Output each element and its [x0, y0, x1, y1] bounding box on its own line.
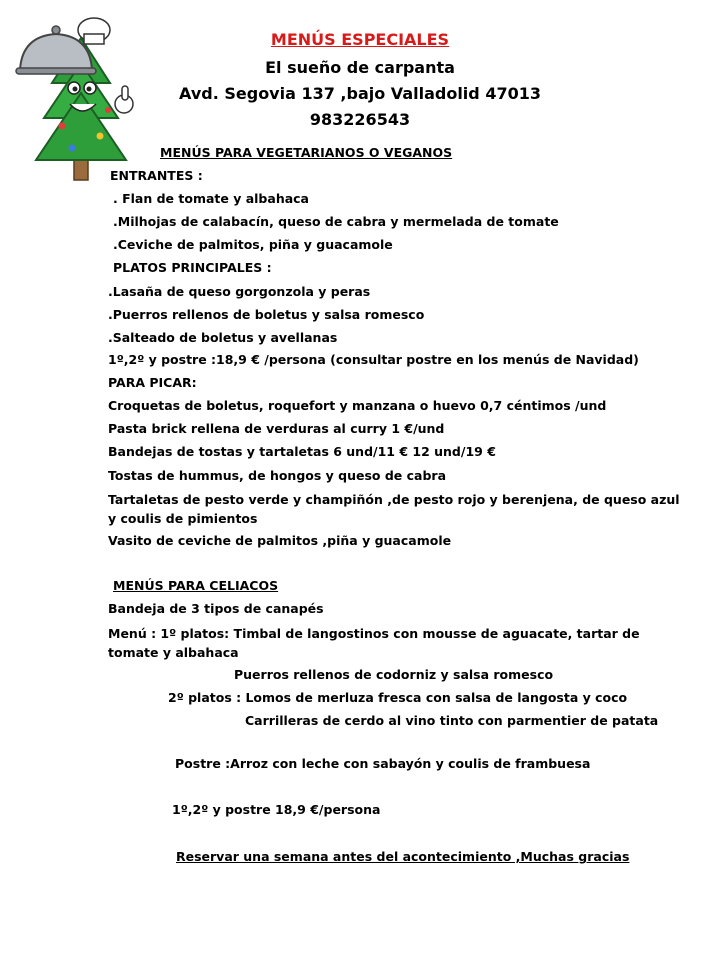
celiac-price: 1º,2º y postre 18,9 €/persona: [172, 802, 381, 817]
starters-heading: ENTRANTES :: [110, 168, 203, 183]
celiac-first-course: Menú : 1º platos: Timbal de langostinos con mousse de aguacate, tartar de tomate y albahaca: [108, 626, 640, 660]
main-item: .Puerros rellenos de boletus y salsa romesco: [108, 307, 425, 322]
page-title: MENÚS ESPECIALES: [270, 30, 450, 49]
snack-item: Vasito de ceviche de palmitos ,piña y guacamole: [108, 533, 452, 548]
snack-item: Pasta brick rellena de verduras al curry 1 €/und: [108, 421, 445, 436]
snack-item: Tartaletas de pesto verde y champiñón ,de pesto rojo y berenjena, de queso azul y coulis de pimientos: [108, 492, 680, 526]
reservation-note: Reservar una semana antes del acontecimiento ,Muchas gracias: [176, 849, 630, 864]
main-item: .Lasaña de queso gorgonzola y peras: [108, 284, 371, 299]
vegetarian-price: 1º,2º y postre :18,9 € /persona (consultar postre en los menús de Navidad): [108, 352, 639, 367]
celiac-canapes: Bandeja de 3 tipos de canapés: [108, 601, 324, 616]
main-item: .Salteado de boletus y avellanas: [108, 330, 338, 345]
starter-item: . Flan de tomate y albahaca: [113, 191, 309, 206]
restaurant-phone: 983226543: [309, 110, 411, 129]
vegetarian-title: MENÚS PARA VEGETARIANOS O VEGANOS: [160, 145, 453, 160]
celiac-first-extra: Puerros rellenos de codorniz y salsa romesco: [234, 667, 554, 682]
starter-item: .Ceviche de palmitos, piña y guacamole: [113, 237, 393, 252]
snack-item: Croquetas de boletus, roquefort y manzana o huevo 0,7 céntimos /und: [108, 398, 607, 413]
celiac-dessert: Postre :Arroz con leche con sabayón y coulis de frambuesa: [175, 756, 591, 771]
snacks-heading: PARA PICAR:: [108, 375, 197, 390]
snack-item: Bandejas de tostas y tartaletas 6 und/11 € 12 und/19 €: [108, 444, 496, 459]
restaurant-name: El sueño de carpanta: [265, 58, 455, 77]
starter-item: .Milhojas de calabacín, queso de cabra y mermelada de tomate: [113, 214, 559, 229]
celiac-title: MENÚS PARA CELIACOS: [113, 578, 279, 593]
mains-heading: PLATOS PRINCIPALES :: [113, 260, 272, 275]
celiac-second-course: 2º platos : Lomos de merluza fresca con salsa de langosta y coco: [168, 690, 628, 705]
celiac-second-extra: Carrilleras de cerdo al vino tinto con parmentier de patata: [245, 713, 659, 728]
snack-item: Tostas de hummus, de hongos y queso de cabra: [108, 468, 447, 483]
restaurant-address: Avd. Segovia 137 ,bajo Valladolid 47013: [179, 84, 541, 103]
